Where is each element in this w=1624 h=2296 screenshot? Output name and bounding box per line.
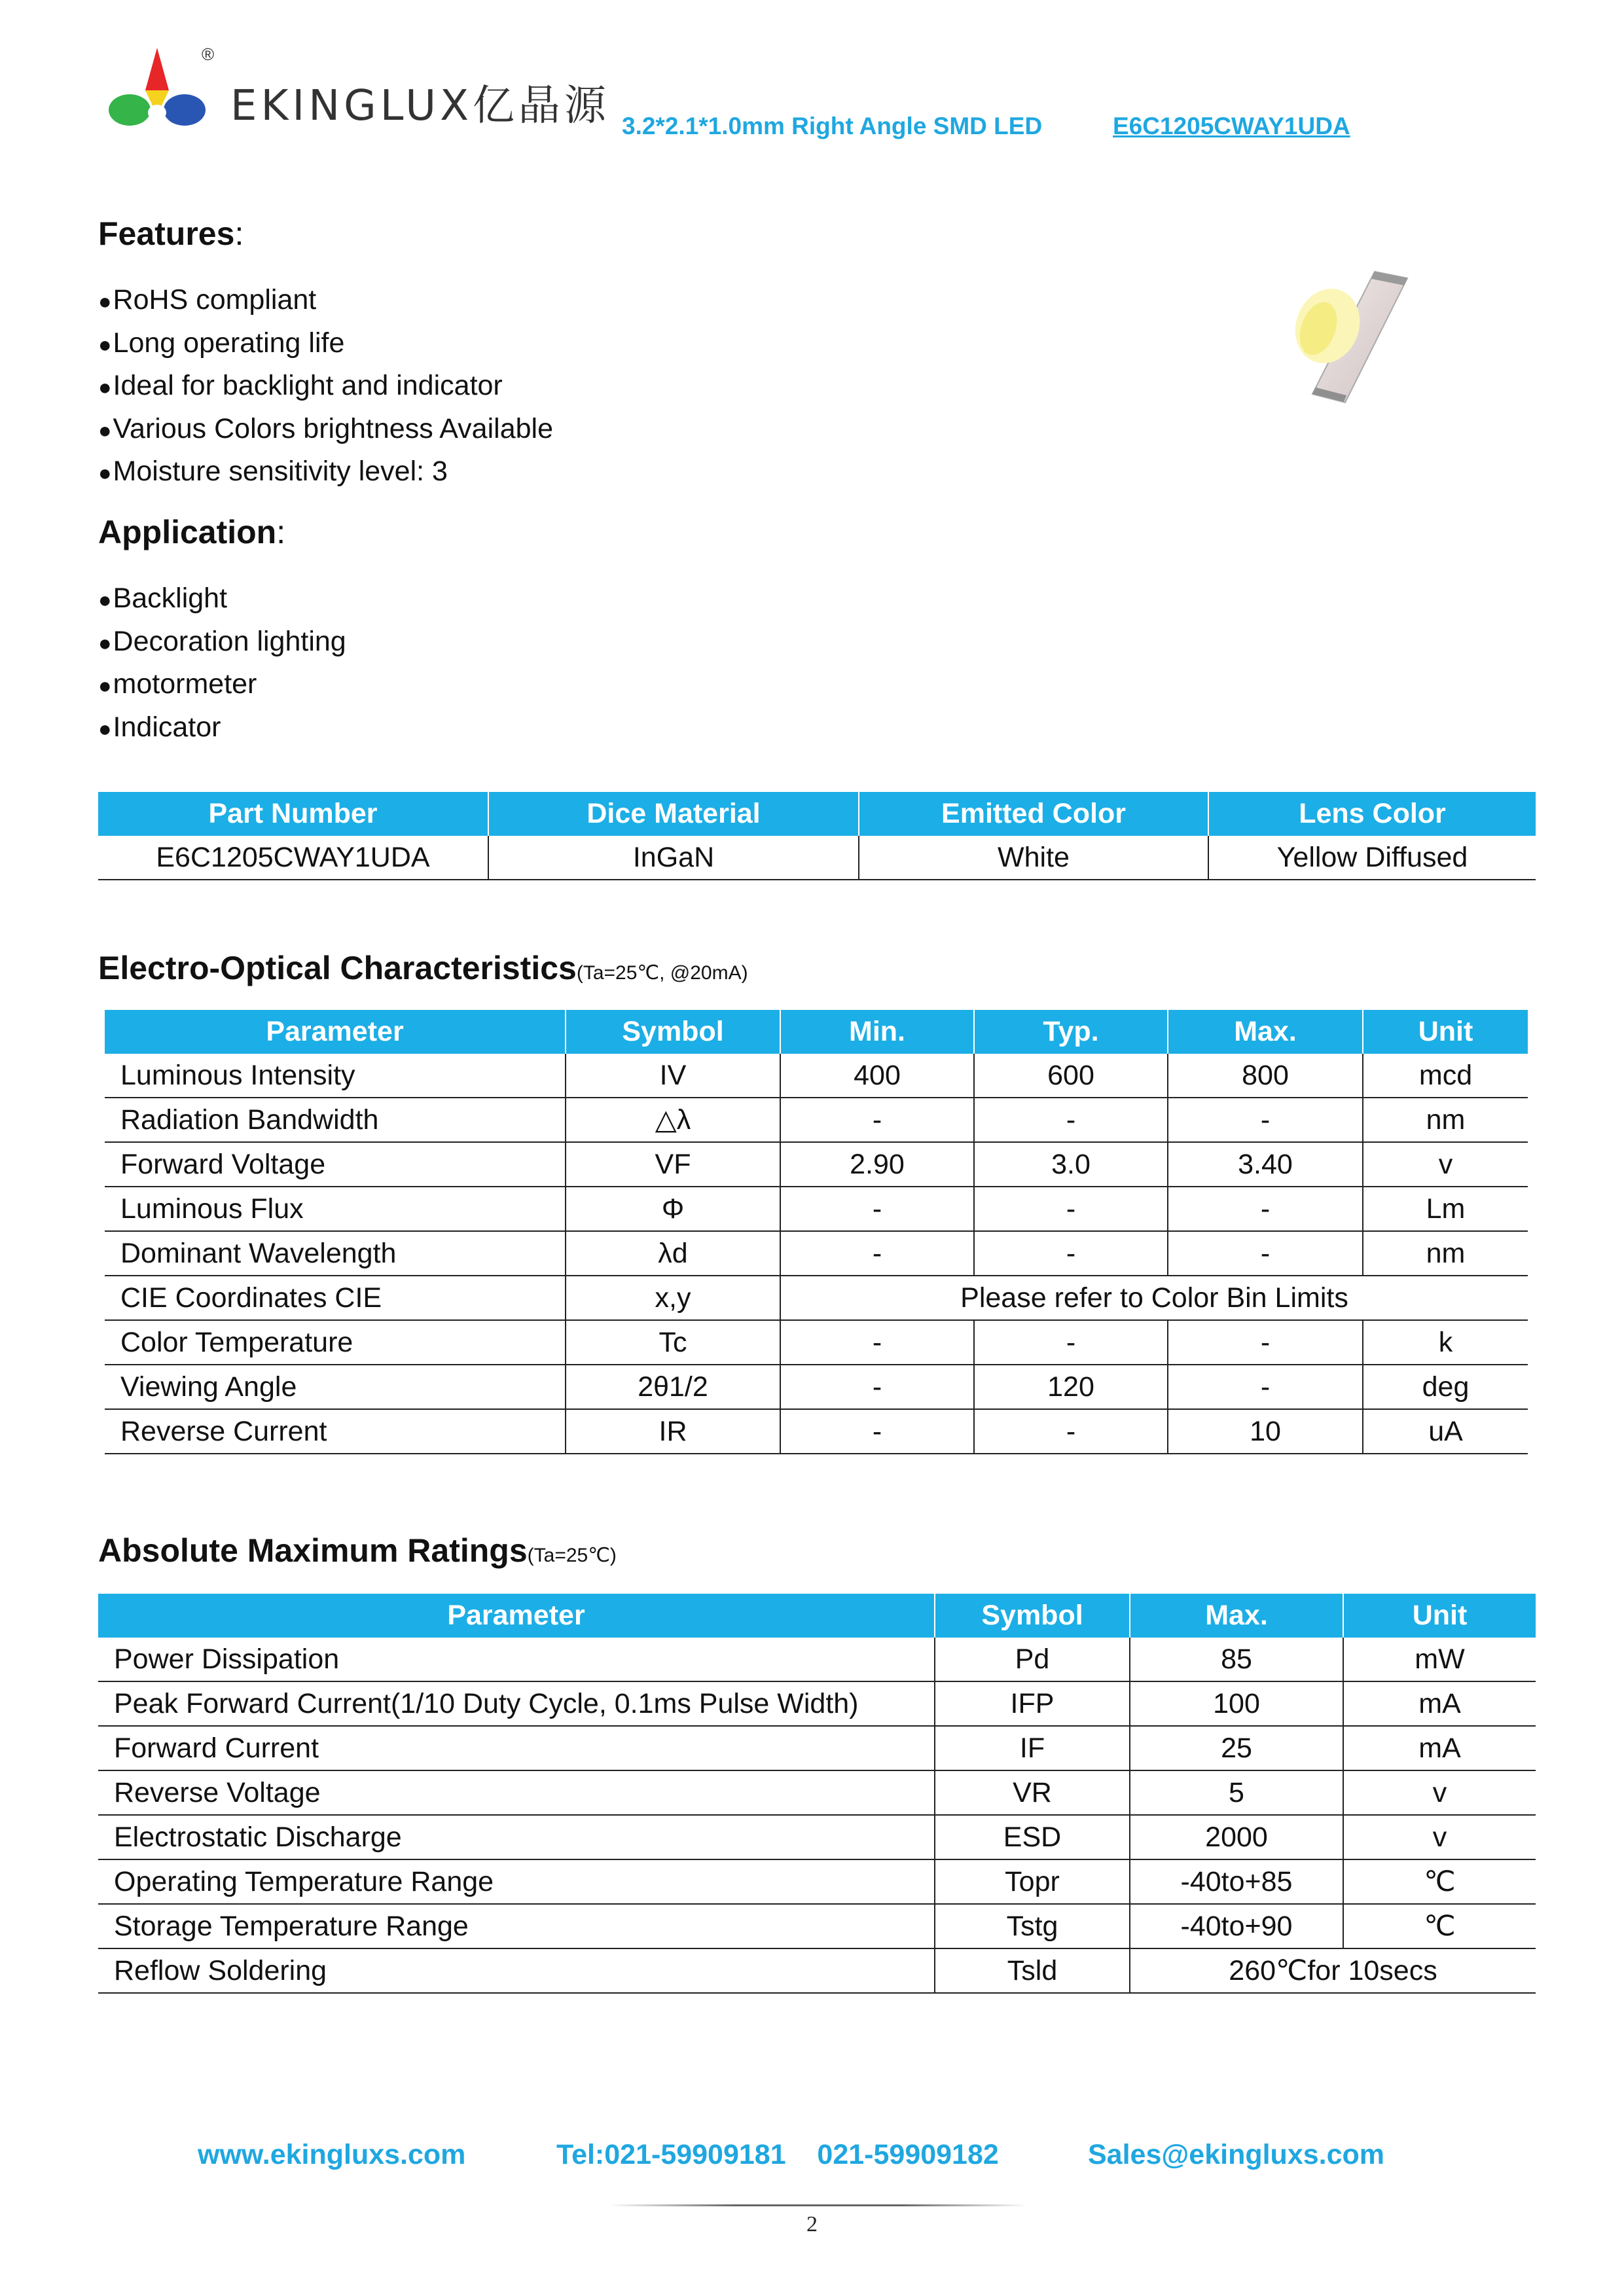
table-cell: Forward Voltage xyxy=(105,1142,566,1187)
features-title: Features xyxy=(98,215,235,252)
table-cell: Reverse Voltage xyxy=(98,1770,935,1815)
abs-max-title: Absolute Maximum Ratings xyxy=(98,1532,528,1569)
table-cell: - xyxy=(780,1231,974,1276)
col-header: Symbol xyxy=(566,1010,780,1054)
table-cell: - xyxy=(974,1231,1168,1276)
table-cell: ℃ xyxy=(1343,1904,1536,1948)
list-item: ● Long operating life xyxy=(98,322,553,365)
table-cell: k xyxy=(1363,1320,1528,1365)
table-cell: White xyxy=(859,836,1208,880)
list-item: ● Indicator xyxy=(98,706,346,749)
table-cell: Φ xyxy=(566,1187,780,1231)
led-product-image xyxy=(1283,268,1414,406)
table-cell: △λ xyxy=(566,1098,780,1142)
table-cell: IR xyxy=(566,1409,780,1454)
table-cell: - xyxy=(780,1409,974,1454)
abs-max-conditions: (Ta=25℃) xyxy=(527,1545,617,1566)
features-colon: : xyxy=(234,215,244,252)
electro-optical-table xyxy=(105,1010,1528,1454)
phone-numbers: Tel:021-59909181 021-59909182 xyxy=(556,2139,999,2170)
product-description: 3.2*2.1*1.0mm Right Angle SMD LED xyxy=(622,113,1043,139)
application-list xyxy=(98,577,346,749)
features-heading xyxy=(98,215,244,253)
part-table xyxy=(98,792,1536,880)
table-row xyxy=(98,1904,1536,1948)
table-cell: - xyxy=(974,1098,1168,1142)
table-row xyxy=(98,1859,1536,1904)
table-cell: - xyxy=(780,1187,974,1231)
list-item: ● Various Colors brightness Available xyxy=(98,408,553,451)
table-cell: v xyxy=(1343,1770,1536,1815)
list-item: ● Decoration lighting xyxy=(98,620,346,664)
table-row xyxy=(98,836,1536,880)
table-cell: mA xyxy=(1343,1726,1536,1770)
company-logo xyxy=(105,45,209,136)
table-row xyxy=(105,1054,1528,1098)
col-header: Dice Material xyxy=(488,792,859,836)
table-cell: 100 xyxy=(1130,1681,1343,1726)
table-cell: deg xyxy=(1363,1365,1528,1409)
table-cell: - xyxy=(780,1098,974,1142)
table-cell: 25 xyxy=(1130,1726,1343,1770)
table-row xyxy=(98,1770,1536,1815)
table-cell: IFP xyxy=(935,1681,1130,1726)
table-cell: - xyxy=(780,1320,974,1365)
table-cell: 10 xyxy=(1168,1409,1363,1454)
col-header: Emitted Color xyxy=(859,792,1208,836)
table-row xyxy=(98,1726,1536,1770)
table-cell: IV xyxy=(566,1054,780,1098)
table-row xyxy=(105,1409,1528,1454)
table-cell: mW xyxy=(1343,1638,1536,1681)
table-row xyxy=(105,1187,1528,1231)
col-header: Unit xyxy=(1363,1010,1528,1054)
footer-divider xyxy=(609,2204,1028,2206)
table-cell: v xyxy=(1343,1815,1536,1859)
table-cell: Luminous Flux xyxy=(105,1187,566,1231)
table-row xyxy=(105,1365,1528,1409)
table-cell: 2.90 xyxy=(780,1142,974,1187)
table-cell: 260℃for 10secs xyxy=(1130,1948,1536,1993)
table-row xyxy=(105,1320,1528,1365)
table-cell: Reflow Soldering xyxy=(98,1948,935,1993)
table-row xyxy=(105,1098,1528,1142)
table-cell: mcd xyxy=(1363,1054,1528,1098)
table-cell: -40to+85 xyxy=(1130,1859,1343,1904)
table-cell: Electrostatic Discharge xyxy=(98,1815,935,1859)
col-header: Part Number xyxy=(98,792,488,836)
table-cell: Lm xyxy=(1363,1187,1528,1231)
table-cell: 5 xyxy=(1130,1770,1343,1815)
table-cell: 2000 xyxy=(1130,1815,1343,1859)
table-cell: VF xyxy=(566,1142,780,1187)
table-cell: - xyxy=(1168,1187,1363,1231)
application-heading xyxy=(98,513,285,551)
list-item: ● Moisture sensitivity level: 3 xyxy=(98,450,553,493)
table-row xyxy=(98,1815,1536,1859)
table-cell: Peak Forward Current(1/10 Duty Cycle, 0.1ms Pulse Width) xyxy=(98,1681,935,1726)
page-number: 2 xyxy=(806,2212,818,2236)
col-header: Parameter xyxy=(105,1010,566,1054)
table-cell: Radiation Bandwidth xyxy=(105,1098,566,1142)
table-cell: - xyxy=(974,1320,1168,1365)
table-cell: 800 xyxy=(1168,1054,1363,1098)
col-header: Typ. xyxy=(974,1010,1168,1054)
table-cell: nm xyxy=(1363,1231,1528,1276)
col-header: Min. xyxy=(780,1010,974,1054)
table-cell: v xyxy=(1363,1142,1528,1187)
table-cell: 600 xyxy=(974,1054,1168,1098)
table-cell: 2θ1/2 xyxy=(566,1365,780,1409)
table-cell: Forward Current xyxy=(98,1726,935,1770)
table-cell: ℃ xyxy=(1343,1859,1536,1904)
table-cell: Pd xyxy=(935,1638,1130,1681)
table-cell: 120 xyxy=(974,1365,1168,1409)
table-row xyxy=(105,1276,1528,1320)
application-title: Application xyxy=(98,514,277,550)
col-header: Parameter xyxy=(98,1594,935,1638)
table-cell: - xyxy=(780,1365,974,1409)
table-cell: VR xyxy=(935,1770,1130,1815)
electro-optical-heading xyxy=(98,949,748,987)
table-cell: Topr xyxy=(935,1859,1130,1904)
table-cell: Yellow Diffused xyxy=(1208,836,1536,880)
table-cell: ESD xyxy=(935,1815,1130,1859)
col-header: Unit xyxy=(1343,1594,1536,1638)
table-cell: nm xyxy=(1363,1098,1528,1142)
application-colon: : xyxy=(276,514,286,550)
col-header: Symbol xyxy=(935,1594,1130,1638)
table-cell: Viewing Angle xyxy=(105,1365,566,1409)
table-cell: λd xyxy=(566,1231,780,1276)
list-item: ● motormeter xyxy=(98,663,346,706)
table-cell: CIE Coordinates CIE xyxy=(105,1276,566,1320)
table-row xyxy=(98,1681,1536,1726)
table-cell: - xyxy=(1168,1365,1363,1409)
table-cell: E6C1205CWAY1UDA xyxy=(98,836,488,880)
table-cell: Power Dissipation xyxy=(98,1638,935,1681)
table-row xyxy=(98,1948,1536,1993)
table-cell: Operating Temperature Range xyxy=(98,1859,935,1904)
table-cell: 3.40 xyxy=(1168,1142,1363,1187)
list-item: ● RoHS compliant xyxy=(98,279,553,322)
table-header-row xyxy=(98,792,1536,836)
table-cell: Please refer to Color Bin Limits xyxy=(780,1276,1528,1320)
table-cell: 85 xyxy=(1130,1638,1343,1681)
table-cell: Storage Temperature Range xyxy=(98,1904,935,1948)
features-list xyxy=(98,279,553,493)
email-link[interactable]: Sales@ekingluxs.com xyxy=(1088,2139,1385,2170)
table-header-row xyxy=(98,1594,1536,1638)
table-cell: - xyxy=(974,1409,1168,1454)
abs-max-heading xyxy=(98,1532,617,1570)
electro-optical-conditions: (Ta=25℃, @20mA) xyxy=(576,962,748,984)
website-link[interactable]: www.ekingluxs.com xyxy=(198,2139,466,2170)
table-cell: Reverse Current xyxy=(105,1409,566,1454)
abs-max-table xyxy=(98,1594,1536,1994)
table-cell: x,y xyxy=(566,1276,780,1320)
table-cell: 3.0 xyxy=(974,1142,1168,1187)
table-cell: - xyxy=(1168,1231,1363,1276)
electro-optical-title: Electro-Optical Characteristics xyxy=(98,950,577,986)
col-header: Lens Color xyxy=(1208,792,1536,836)
table-cell: -40to+90 xyxy=(1130,1904,1343,1948)
table-cell: uA xyxy=(1363,1409,1528,1454)
table-row xyxy=(105,1142,1528,1187)
table-cell: Tsld xyxy=(935,1948,1130,1993)
table-cell: Color Temperature xyxy=(105,1320,566,1365)
header-part-number: E6C1205CWAY1UDA xyxy=(1113,113,1350,139)
col-header: Max. xyxy=(1130,1594,1343,1638)
table-cell: Tc xyxy=(566,1320,780,1365)
registered-mark: ® xyxy=(202,45,215,64)
table-cell: IF xyxy=(935,1726,1130,1770)
table-cell: Tstg xyxy=(935,1904,1130,1948)
brand-name: EKINGLUX亿晶源 xyxy=(230,82,610,130)
table-row xyxy=(98,1638,1536,1681)
table-cell: - xyxy=(974,1187,1168,1231)
table-row xyxy=(105,1231,1528,1276)
col-header: Max. xyxy=(1168,1010,1363,1054)
table-cell: - xyxy=(1168,1098,1363,1142)
table-cell: Luminous Intensity xyxy=(105,1054,566,1098)
table-cell: InGaN xyxy=(488,836,859,880)
list-item: ● Ideal for backlight and indicator xyxy=(98,365,553,408)
table-cell: Dominant Wavelength xyxy=(105,1231,566,1276)
table-cell: 400 xyxy=(780,1054,974,1098)
list-item: ● Backlight xyxy=(98,577,346,620)
table-cell: - xyxy=(1168,1320,1363,1365)
table-cell: mA xyxy=(1343,1681,1536,1726)
table-header-row xyxy=(105,1010,1528,1054)
